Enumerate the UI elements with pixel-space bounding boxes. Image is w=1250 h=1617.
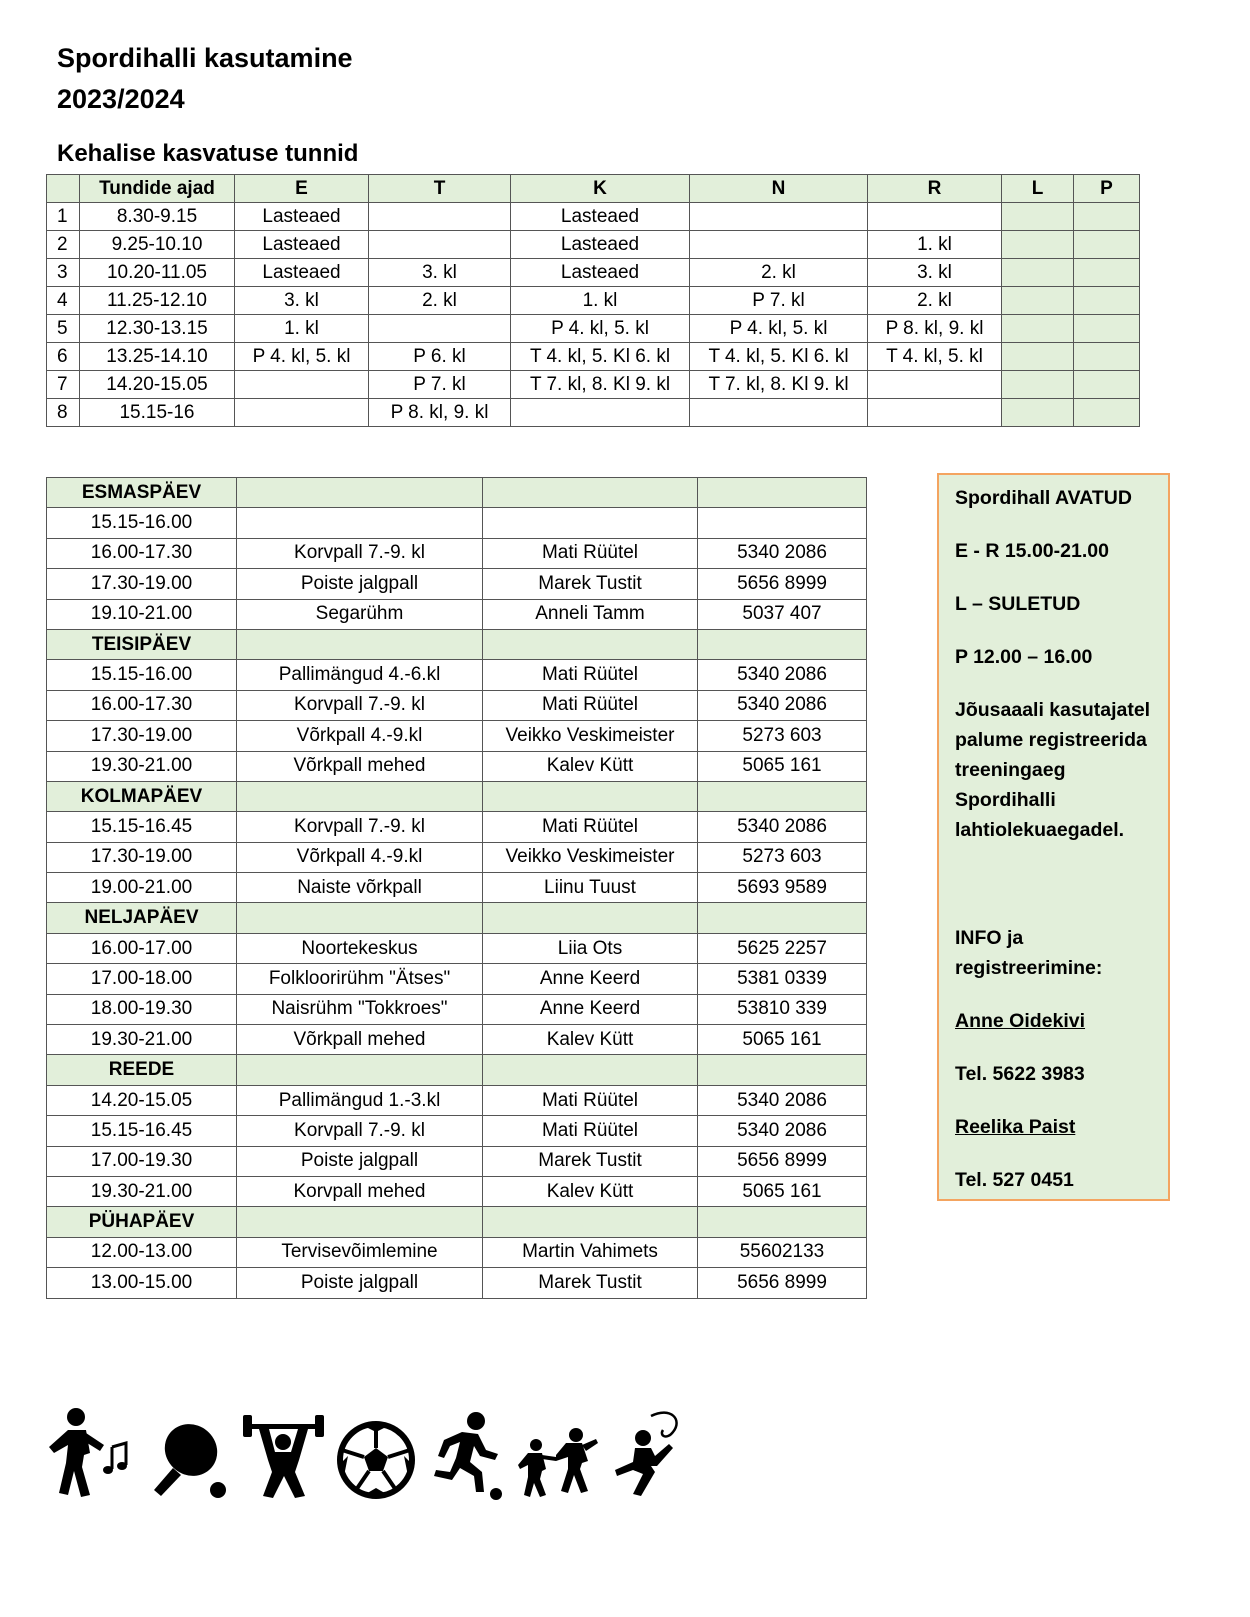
schedule-time: 19.30-21.00 (47, 1176, 237, 1206)
schedule-time: 19.30-21.00 (47, 1025, 237, 1055)
pe-col-header: L (1002, 175, 1074, 203)
schedule-coach: Liinu Tuust (483, 873, 698, 903)
pe-cell: T 7. kl, 8. Kl 9. kl (511, 371, 690, 399)
contact-2-phone: Tel. 527 0451 (955, 1169, 1074, 1191)
schedule-coach (483, 781, 698, 811)
weekday-hours: E - R 15.00-21.00 (955, 540, 1109, 562)
schedule-time: 14.20-15.05 (47, 1085, 237, 1115)
pe-row (47, 259, 1140, 287)
schedule-time: 17.30-19.00 (47, 569, 237, 599)
day-name: ESMASPÄEV (47, 478, 237, 508)
schedule-time: 17.30-19.00 (47, 721, 237, 751)
schedule-activity (237, 478, 483, 508)
pe-cell: 3. kl (868, 259, 1002, 287)
pe-lesson-time: 8.30-9.15 (80, 203, 235, 231)
pe-cell (690, 399, 868, 427)
schedule-activity: Võrkpall mehed (237, 751, 483, 781)
pe-cell (1002, 203, 1074, 231)
dancer-icon (46, 1405, 136, 1500)
schedule-activity: Naiste võrkpall (237, 873, 483, 903)
schedule-row (47, 690, 867, 720)
day-name: REEDE (47, 1055, 237, 1085)
schedule-time: 13.00-15.00 (47, 1268, 237, 1298)
pe-cell: P 7. kl (369, 371, 511, 399)
schedule-phone (698, 903, 867, 933)
schedule-coach (483, 1207, 698, 1237)
pe-lesson-number: 4 (47, 287, 80, 315)
schedule-phone: 5340 2086 (698, 690, 867, 720)
pe-lesson-time: 11.25-12.10 (80, 287, 235, 315)
day-name: PÜHAPÄEV (47, 1207, 237, 1237)
schedule-coach: Kalev Kütt (483, 751, 698, 781)
schedule-activity: Korvpall mehed (237, 1176, 483, 1206)
pe-lesson-number: 1 (47, 203, 80, 231)
title-line-2: 2023/2024 (57, 84, 185, 114)
pe-lesson-number: 5 (47, 315, 80, 343)
schedule-time: 15.15-16.45 (47, 1116, 237, 1146)
pe-lesson-time: 15.15-16 (80, 399, 235, 427)
schedule-time: 15.15-16.00 (47, 660, 237, 690)
schedule-coach: Marek Tustit (483, 1146, 698, 1176)
pe-cell: Lasteaed (235, 231, 369, 259)
schedule-phone: 5340 2086 (698, 1085, 867, 1115)
pe-cell: 1. kl (511, 287, 690, 315)
schedule-phone (698, 1207, 867, 1237)
pe-col-header: K (511, 175, 690, 203)
schedule-row (47, 599, 867, 629)
schedule-phone: 5381 0339 (698, 964, 867, 994)
schedule-coach: Mati Rüütel (483, 660, 698, 690)
schedule-row (47, 1146, 867, 1176)
schedule-row (47, 721, 867, 751)
schedule-row (47, 660, 867, 690)
contact-1-phone: Tel. 5622 3983 (955, 1063, 1085, 1085)
schedule-coach: Kalev Kütt (483, 1176, 698, 1206)
pe-cell (1002, 259, 1074, 287)
schedule-row (47, 1268, 867, 1298)
pe-cell: T 4. kl, 5. Kl 6. kl (690, 343, 868, 371)
pe-cell (369, 203, 511, 231)
pe-col-header: R (868, 175, 1002, 203)
schedule-phone: 5065 161 (698, 751, 867, 781)
schedule-time: 12.00-13.00 (47, 1237, 237, 1267)
pe-cell: 3. kl (235, 287, 369, 315)
contact-2-name[interactable]: Reelika Paist (955, 1116, 1076, 1138)
pe-cell (369, 231, 511, 259)
schedule-activity (237, 629, 483, 659)
schedule-phone: 5340 2086 (698, 538, 867, 568)
schedule-coach: Mati Rüütel (483, 1085, 698, 1115)
pe-lesson-number: 3 (47, 259, 80, 287)
schedule-coach: Mati Rüütel (483, 690, 698, 720)
schedule-phone (698, 508, 867, 538)
pe-cell: P 8. kl, 9. kl (369, 399, 511, 427)
schedule-row (47, 1176, 867, 1206)
schedule-phone: 5340 2086 (698, 660, 867, 690)
schedule-row (47, 508, 867, 538)
schedule-row (47, 1116, 867, 1146)
schedule-coach (483, 508, 698, 538)
pe-col-header: N (690, 175, 868, 203)
pe-row (47, 399, 1140, 427)
pe-cell: 2. kl (690, 259, 868, 287)
pe-cell (1002, 315, 1074, 343)
pe-cell (868, 399, 1002, 427)
schedule-row (47, 1025, 867, 1055)
pe-lesson-number: 7 (47, 371, 80, 399)
day-header-row (47, 903, 867, 933)
schedule-coach: Mati Rüütel (483, 812, 698, 842)
pe-cell (690, 203, 868, 231)
schedule-coach: Liia Ots (483, 933, 698, 963)
day-header-row (47, 1207, 867, 1237)
schedule-coach: Kalev Kütt (483, 1025, 698, 1055)
day-header-row (47, 1055, 867, 1085)
schedule-coach: Martin Vahimets (483, 1237, 698, 1267)
gym-note: Jõusaaali kasutajatel palume registreerida treeningaeg Spordihalli lahtiolekuaegadel. (955, 699, 1151, 841)
pe-row (47, 315, 1140, 343)
pe-cell: P 7. kl (690, 287, 868, 315)
schedule-coach (483, 903, 698, 933)
pe-cell: T 4. kl, 5. Kl 6. kl (511, 343, 690, 371)
pe-lesson-time: 10.20-11.05 (80, 259, 235, 287)
schedule-phone: 5625 2257 (698, 933, 867, 963)
pe-row (47, 371, 1140, 399)
schedule-activity (237, 1055, 483, 1085)
pe-cell (1074, 399, 1140, 427)
schedule-phone (698, 1055, 867, 1085)
pe-cell (1002, 287, 1074, 315)
pe-cell (511, 399, 690, 427)
schedule-time: 15.15-16.00 (47, 508, 237, 538)
day-name: KOLMAPÄEV (47, 781, 237, 811)
pe-lesson-time: 14.20-15.05 (80, 371, 235, 399)
pe-col-header: E (235, 175, 369, 203)
schedule-coach: Veikko Veskimeister (483, 842, 698, 872)
day-header-row (47, 781, 867, 811)
schedule-phone: 53810 339 (698, 994, 867, 1024)
schedule-row (47, 994, 867, 1024)
pe-cell (868, 203, 1002, 231)
schedule-time: 19.10-21.00 (47, 599, 237, 629)
pe-cell: T 4. kl, 5. kl (868, 343, 1002, 371)
pe-row (47, 203, 1140, 231)
schedule-activity: Poiste jalgpall (237, 1268, 483, 1298)
schedule-row (47, 812, 867, 842)
pe-cell (868, 371, 1002, 399)
pe-cell (1002, 371, 1074, 399)
schedule-time: 17.30-19.00 (47, 842, 237, 872)
schedule-row (47, 1237, 867, 1267)
pe-col-header: Tundide ajad (80, 175, 235, 203)
pe-cell: P 6. kl (369, 343, 511, 371)
pe-lesson-time: 12.30-13.15 (80, 315, 235, 343)
schedule-time: 17.00-19.30 (47, 1146, 237, 1176)
schedule-activity: Võrkpall mehed (237, 1025, 483, 1055)
pe-cell: 2. kl (868, 287, 1002, 315)
page-title (57, 38, 353, 120)
table-tennis-icon (146, 1420, 231, 1500)
pe-cell (235, 371, 369, 399)
schedule-time: 15.15-16.45 (47, 812, 237, 842)
schedule-coach: Anne Keerd (483, 994, 698, 1024)
schedule-activity: Pallimängud 4.-6.kl (237, 660, 483, 690)
football-player-icon (426, 1410, 506, 1500)
pe-col-header: P (1074, 175, 1140, 203)
contact-1-name[interactable]: Anne Oidekivi (955, 1010, 1086, 1032)
schedule-coach: Marek Tustit (483, 569, 698, 599)
pe-cell: Lasteaed (511, 231, 690, 259)
schedule-phone: 5273 603 (698, 721, 867, 751)
day-name: NELJAPÄEV (47, 903, 237, 933)
open-title: Spordihall AVATUD (955, 487, 1132, 509)
pe-row (47, 343, 1140, 371)
schedule-activity: Naisrühm "Tokkroes" (237, 994, 483, 1024)
pe-lesson-time: 9.25-10.10 (80, 231, 235, 259)
schedule-phone: 5340 2086 (698, 812, 867, 842)
schedule-phone: 5693 9589 (698, 873, 867, 903)
pe-cell (1074, 231, 1140, 259)
pe-row (47, 231, 1140, 259)
schedule-activity: Korvpall 7.-9. kl (237, 1116, 483, 1146)
schedule-row (47, 569, 867, 599)
schedule-coach: Marek Tustit (483, 1268, 698, 1298)
pe-cell: P 8. kl, 9. kl (868, 315, 1002, 343)
schedule-phone: 55602133 (698, 1237, 867, 1267)
schedule-activity: Võrkpall 4.-9.kl (237, 842, 483, 872)
day-name: TEISIPÄEV (47, 629, 237, 659)
pe-cell (1002, 399, 1074, 427)
soccer-ball-icon (336, 1420, 416, 1500)
schedule-phone: 5065 161 (698, 1176, 867, 1206)
pe-lesson-number: 2 (47, 231, 80, 259)
schedule-phone: 5065 161 (698, 1025, 867, 1055)
schedule-phone (698, 629, 867, 659)
schedule-row (47, 964, 867, 994)
pe-col-header (47, 175, 80, 203)
pe-cell: 3. kl (369, 259, 511, 287)
schedule-time: 16.00-17.30 (47, 690, 237, 720)
day-header-row (47, 629, 867, 659)
pe-cell: Lasteaed (511, 203, 690, 231)
pe-cell: Lasteaed (235, 203, 369, 231)
pe-header-row (47, 175, 1140, 203)
sunday-hours: P 12.00 – 16.00 (955, 646, 1093, 668)
schedule-row (47, 751, 867, 781)
schedule-activity: Tervisevõimlemine (237, 1237, 483, 1267)
schedule-phone: 5037 407 (698, 599, 867, 629)
schedule-row (47, 873, 867, 903)
pe-cell (1074, 315, 1140, 343)
pe-col-header: T (369, 175, 511, 203)
schedule-phone (698, 478, 867, 508)
pe-cell (369, 315, 511, 343)
info-title: INFO ja registreerimine: (955, 927, 1103, 979)
schedule-phone: 5656 8999 (698, 1268, 867, 1298)
day-header-row (47, 478, 867, 508)
schedule-time: 16.00-17.00 (47, 933, 237, 963)
schedule-row (47, 1085, 867, 1115)
children-playing-icon (516, 1425, 601, 1500)
schedule-phone (698, 781, 867, 811)
pe-cell (1002, 343, 1074, 371)
schedule-phone: 5340 2086 (698, 1116, 867, 1146)
schedule-activity (237, 781, 483, 811)
schedule-activity: Pallimängud 1.-3.kl (237, 1085, 483, 1115)
pe-cell (1074, 259, 1140, 287)
schedule-time: 19.30-21.00 (47, 751, 237, 781)
schedule-phone: 5656 8999 (698, 1146, 867, 1176)
schedule-time: 16.00-17.30 (47, 538, 237, 568)
schedule-phone: 5273 603 (698, 842, 867, 872)
schedule-time: 19.00-21.00 (47, 873, 237, 903)
schedule-activity (237, 508, 483, 538)
sport-icons (46, 1405, 686, 1500)
schedule-phone: 5656 8999 (698, 569, 867, 599)
info-box (937, 473, 1170, 1201)
schedule-activity: Segarühm (237, 599, 483, 629)
gymnastics-icon (611, 1410, 686, 1500)
schedule-coach: Anne Keerd (483, 964, 698, 994)
schedule-time: 17.00-18.00 (47, 964, 237, 994)
pe-cell: Lasteaed (511, 259, 690, 287)
schedule-coach (483, 478, 698, 508)
schedule-row (47, 933, 867, 963)
pe-cell: 2. kl (369, 287, 511, 315)
pe-cell: 1. kl (868, 231, 1002, 259)
pe-section-title: Kehalise kasvatuse tunnid (57, 140, 359, 167)
schedule-activity: Poiste jalgpall (237, 1146, 483, 1176)
schedule-activity: Korvpall 7.-9. kl (237, 690, 483, 720)
pe-cell (1074, 203, 1140, 231)
pe-lesson-time: 13.25-14.10 (80, 343, 235, 371)
pe-cell (1002, 231, 1074, 259)
schedule-coach: Mati Rüütel (483, 1116, 698, 1146)
pe-cell (1074, 343, 1140, 371)
pe-cell (690, 231, 868, 259)
schedule-activity: Noortekeskus (237, 933, 483, 963)
schedule-row (47, 842, 867, 872)
pe-lesson-number: 6 (47, 343, 80, 371)
schedule-coach: Mati Rüütel (483, 538, 698, 568)
pe-cell (1074, 371, 1140, 399)
schedule-coach: Veikko Veskimeister (483, 721, 698, 751)
schedule-time: 18.00-19.30 (47, 994, 237, 1024)
pe-cell (1074, 287, 1140, 315)
pe-cell: P 4. kl, 5. kl (690, 315, 868, 343)
weekly-schedule-table (46, 477, 867, 1299)
schedule-coach (483, 1055, 698, 1085)
schedule-coach: Anneli Tamm (483, 599, 698, 629)
pe-row (47, 287, 1140, 315)
pe-cell: 1. kl (235, 315, 369, 343)
pe-cell (235, 399, 369, 427)
schedule-activity: Korvpall 7.-9. kl (237, 812, 483, 842)
title-line-1: Spordihalli kasutamine (57, 43, 353, 73)
schedule-row (47, 538, 867, 568)
schedule-activity (237, 903, 483, 933)
pe-cell: P 4. kl, 5. kl (511, 315, 690, 343)
pe-lesson-number: 8 (47, 399, 80, 427)
schedule-coach (483, 629, 698, 659)
pe-lessons-table (46, 174, 1140, 427)
pe-cell: T 7. kl, 8. Kl 9. kl (690, 371, 868, 399)
saturday-closed: L – SULETUD (955, 593, 1081, 615)
schedule-activity (237, 1207, 483, 1237)
pe-cell: P 4. kl, 5. kl (235, 343, 369, 371)
schedule-activity: Korvpall 7.-9. kl (237, 538, 483, 568)
schedule-activity: Võrkpall 4.-9.kl (237, 721, 483, 751)
weightlifting-icon (241, 1410, 326, 1500)
pe-cell: Lasteaed (235, 259, 369, 287)
schedule-activity: Poiste jalgpall (237, 569, 483, 599)
schedule-activity: Folkloorirühm "Ätses" (237, 964, 483, 994)
